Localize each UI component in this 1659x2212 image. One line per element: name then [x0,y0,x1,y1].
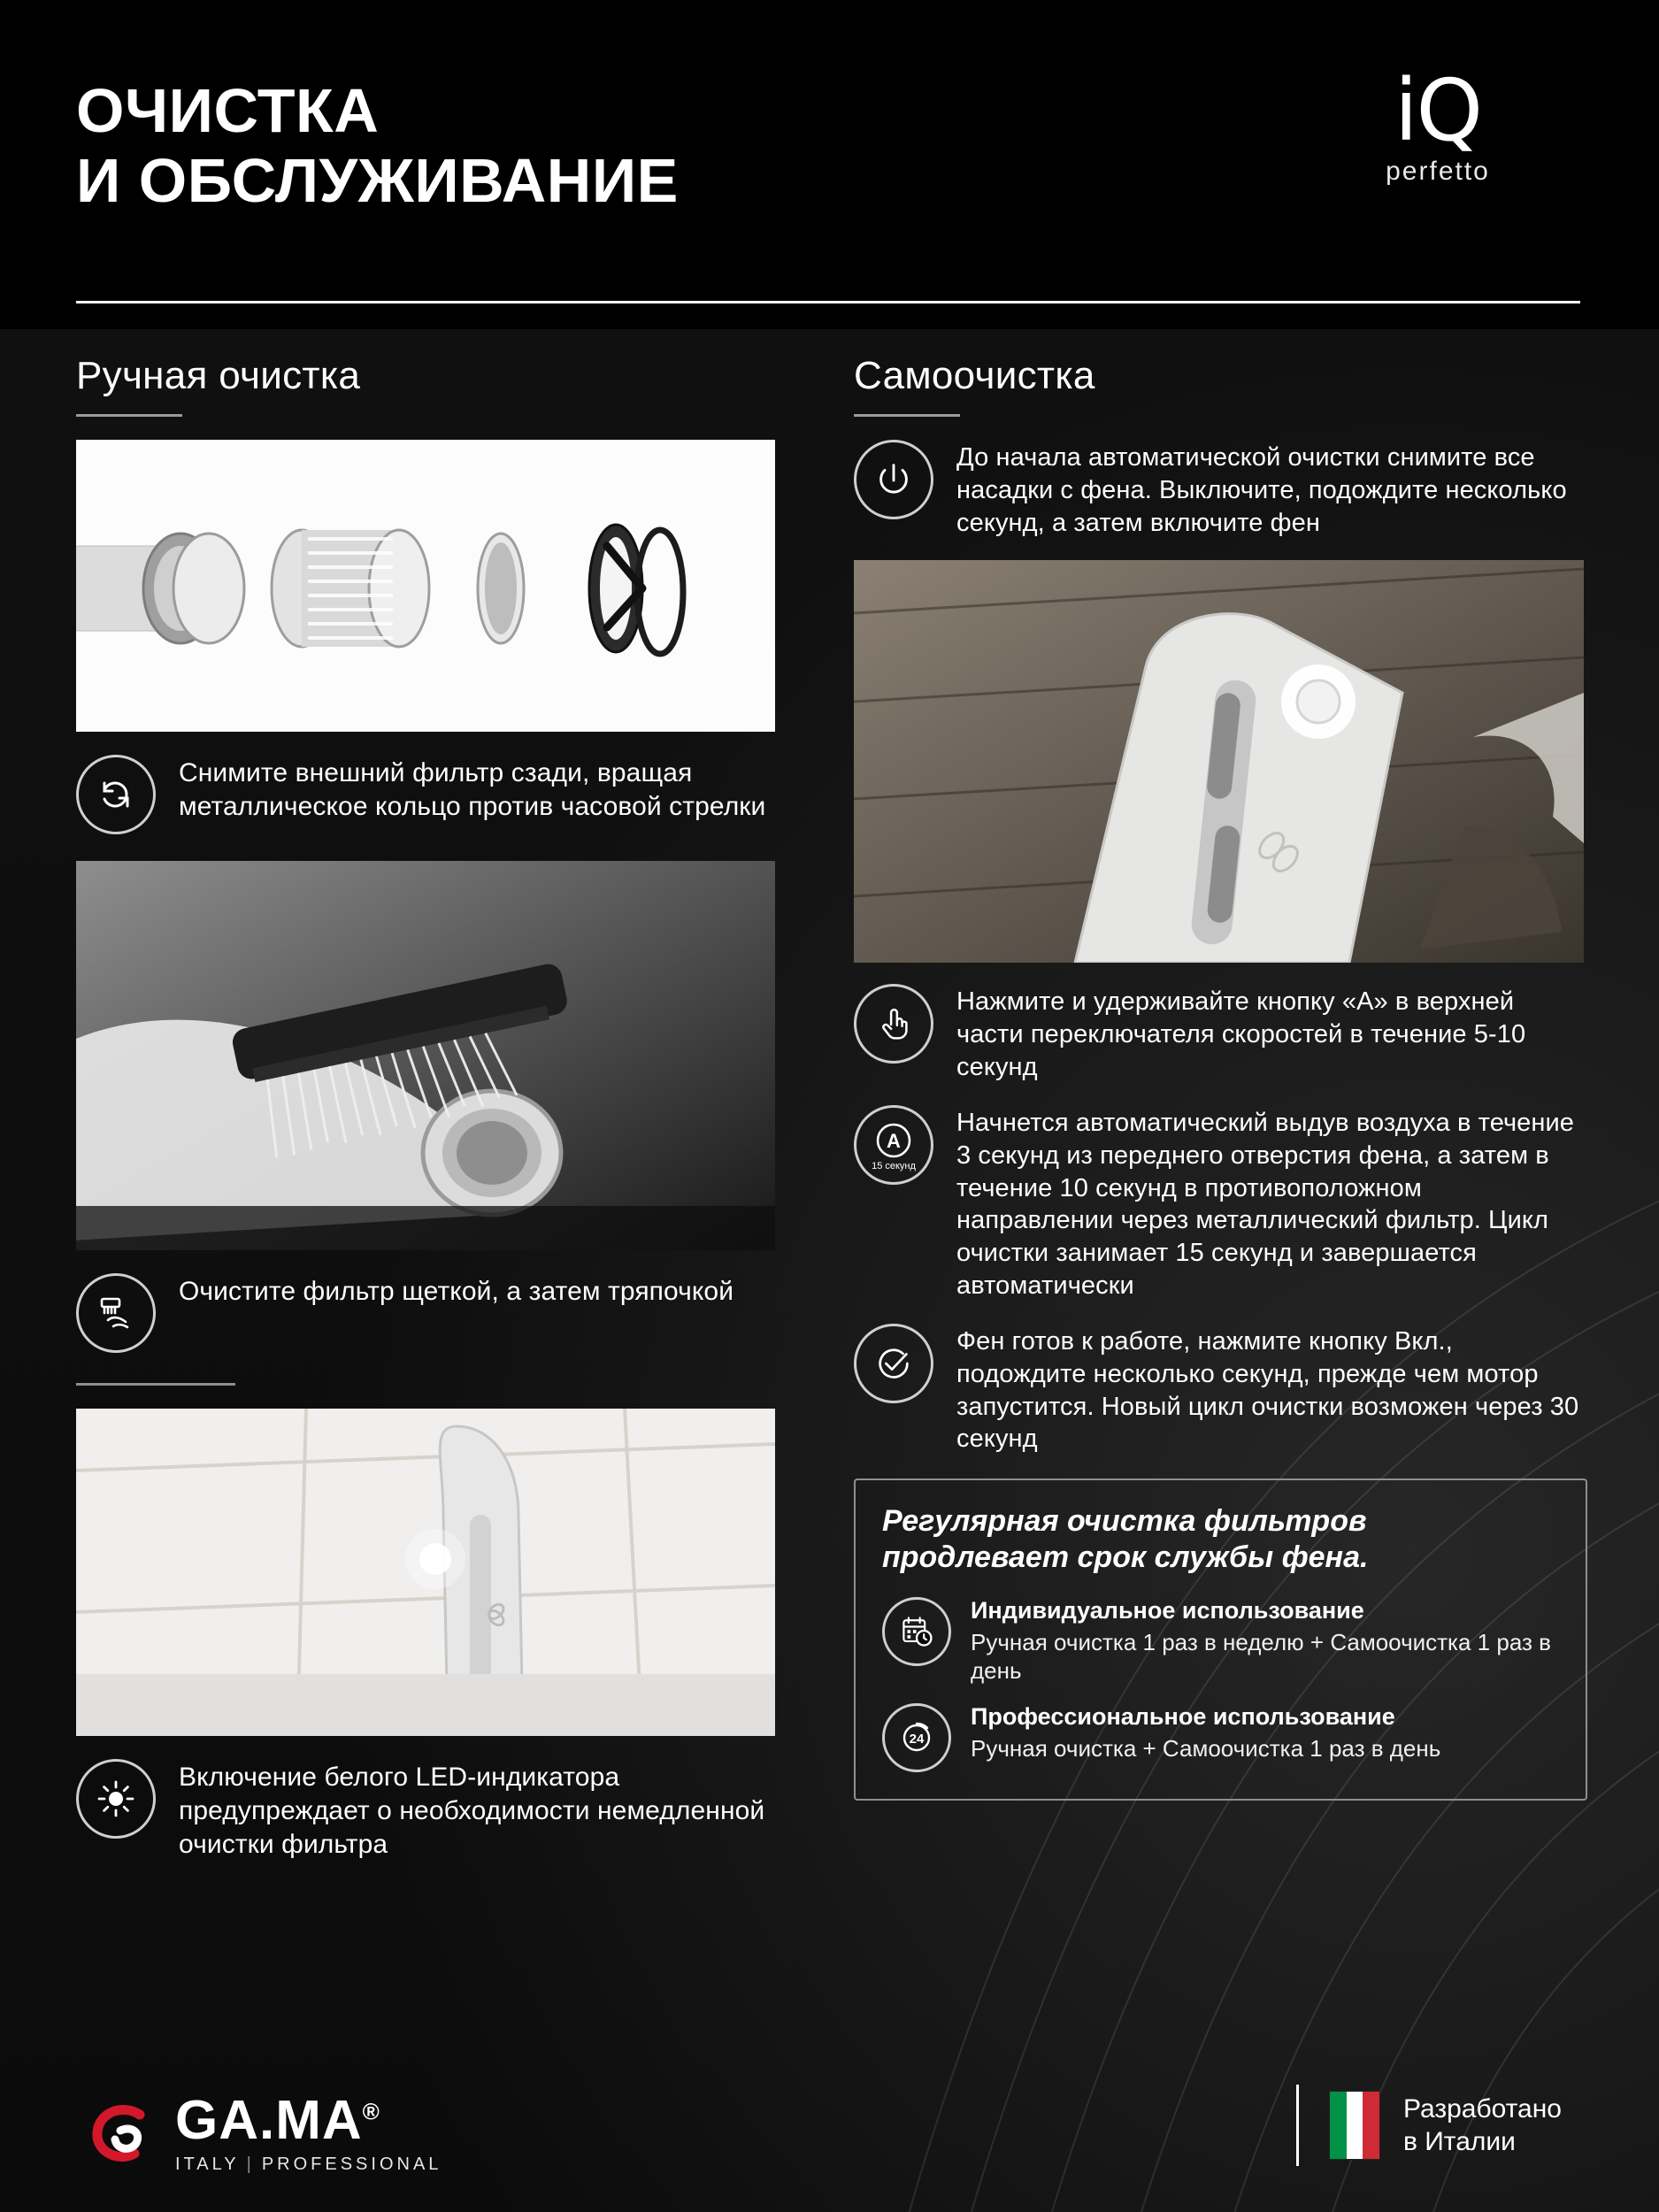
manual-cleaning-column [76,354,775,1887]
hairdryer-switch-photo [854,560,1584,963]
self-step-2-text: Нажмите и удерживайте кнопку «А» в верхней части переключателя скоростей в течение 5-10 секунд [956,987,1526,1082]
brand-logo-sub: perfetto [1386,157,1490,187]
power-button-icon [854,440,933,519]
made-in-italy [1296,2085,1562,2166]
brand-logo-mark: iQ [1394,61,1482,160]
callout-title: Регулярная очистка фильтров продлевает срок службы фена. [882,1504,1369,1575]
auto-icon-letter: A [887,1129,901,1152]
manual-step-2 [76,1273,775,1353]
self-step-2 [854,984,1584,1083]
page-footer [0,2044,1659,2212]
rotate-counterclockwise-icon [76,755,156,834]
gama-logo-registered: ® [362,2098,380,2125]
self-step-1-text: До начала автоматической очистки снимите все насадки с фена. Выключите, подождите несколько секунд, а затем включите фен [956,443,1567,537]
manual-cleaning-title: Ручная очистка [76,354,361,397]
self-step-3 [854,1105,1584,1302]
gama-logo [85,2090,442,2174]
self-step-1 [854,440,1584,539]
gama-logo-sub-sep: | [246,2154,255,2174]
page-title-line1: ОЧИСТКА [76,76,380,145]
brand-logo [1332,61,1544,187]
calendar-clock-icon [882,1597,951,1666]
brush-filter-photo [76,861,775,1250]
manual-step-1 [76,755,775,834]
page-title-line2: И ОБСЛУЖИВАНИЕ [76,146,679,216]
24-hours-icon [882,1703,951,1772]
page-title [76,76,679,216]
check-circle-icon [854,1324,933,1403]
gama-logo-subtitle [175,2155,442,2173]
hours-icon-label: 24 [909,1731,925,1747]
manual-step-2-text: Очистите фильтр щеткой, а затем тряпочкой [179,1277,734,1306]
manual-section-divider [76,1383,235,1386]
manual-step-3 [76,1759,775,1861]
made-in-italy-line1: Разработано [1402,2093,1562,2124]
auto-cycle-15-seconds-icon [854,1105,933,1185]
led-indicator-icon [76,1759,156,1839]
gama-logo-mark-icon [85,2095,161,2171]
led-indicator-photo [76,1409,775,1736]
callout-item-professional [882,1703,1559,1772]
auto-icon-sublabel: 15 секунд [872,1160,916,1171]
italy-flag-icon [1329,2091,1380,2160]
self-cleaning-underline [854,414,960,417]
callout-item-professional-heading: Профессиональное использование [971,1702,1395,1730]
gama-logo-name: GA.MA® [175,2090,380,2151]
manual-step-3-text: Включение белого LED-индикатора предупреждает о необходимости немедленной очистки фильтра [179,1763,765,1859]
made-in-italy-text [1403,2093,1562,2159]
callout-item-professional-body: Ручная очистка + Самоочистка 1 раз в день [971,1734,1441,1762]
callout-item-individual-heading: Индивидуальное использование [971,1596,1364,1624]
self-cleaning-column [854,354,1584,1801]
made-in-italy-line2: в Италии [1402,2127,1516,2156]
gama-logo-sub-right: PROFESSIONAL [261,2154,442,2174]
brush-cleaning-icon [76,1273,156,1353]
header-divider [76,301,1580,303]
page-header [0,0,1659,329]
self-step-3-text: Начнется автоматический выдув воздуха в течение 3 секунд из переднего отверстия фена, а затем в течение 10 секунд в противоположном направлении через металлический фильтр. Цикл очистки занимает 15 секунд и завершается автоматически [956,1108,1575,1301]
manual-cleaning-underline [76,414,182,417]
callout-item-individual-body: Ручная очистка 1 раз в неделю + Самоочистка 1 раз в день [971,1628,1551,1685]
self-step-4 [854,1324,1584,1455]
self-cleaning-title: Самоочистка [854,354,1095,397]
manual-step-1-text: Снимите внешний фильтр сзади, вращая металлическое кольцо против часовой стрелки [179,758,766,821]
self-step-4-text: Фен готов к работе, нажмите кнопку Вкл., подождите несколько секунд, прежде чем мотор запустится. Новый цикл очистки возможен через 30 секунд [956,1326,1579,1454]
gama-logo-sub-left: ITALY [175,2154,240,2174]
filter-parts-photo [76,440,775,732]
press-hold-finger-icon [854,984,933,1064]
callout-item-individual [882,1597,1559,1686]
regular-cleaning-callout [854,1479,1587,1801]
footer-divider [1296,2085,1299,2166]
